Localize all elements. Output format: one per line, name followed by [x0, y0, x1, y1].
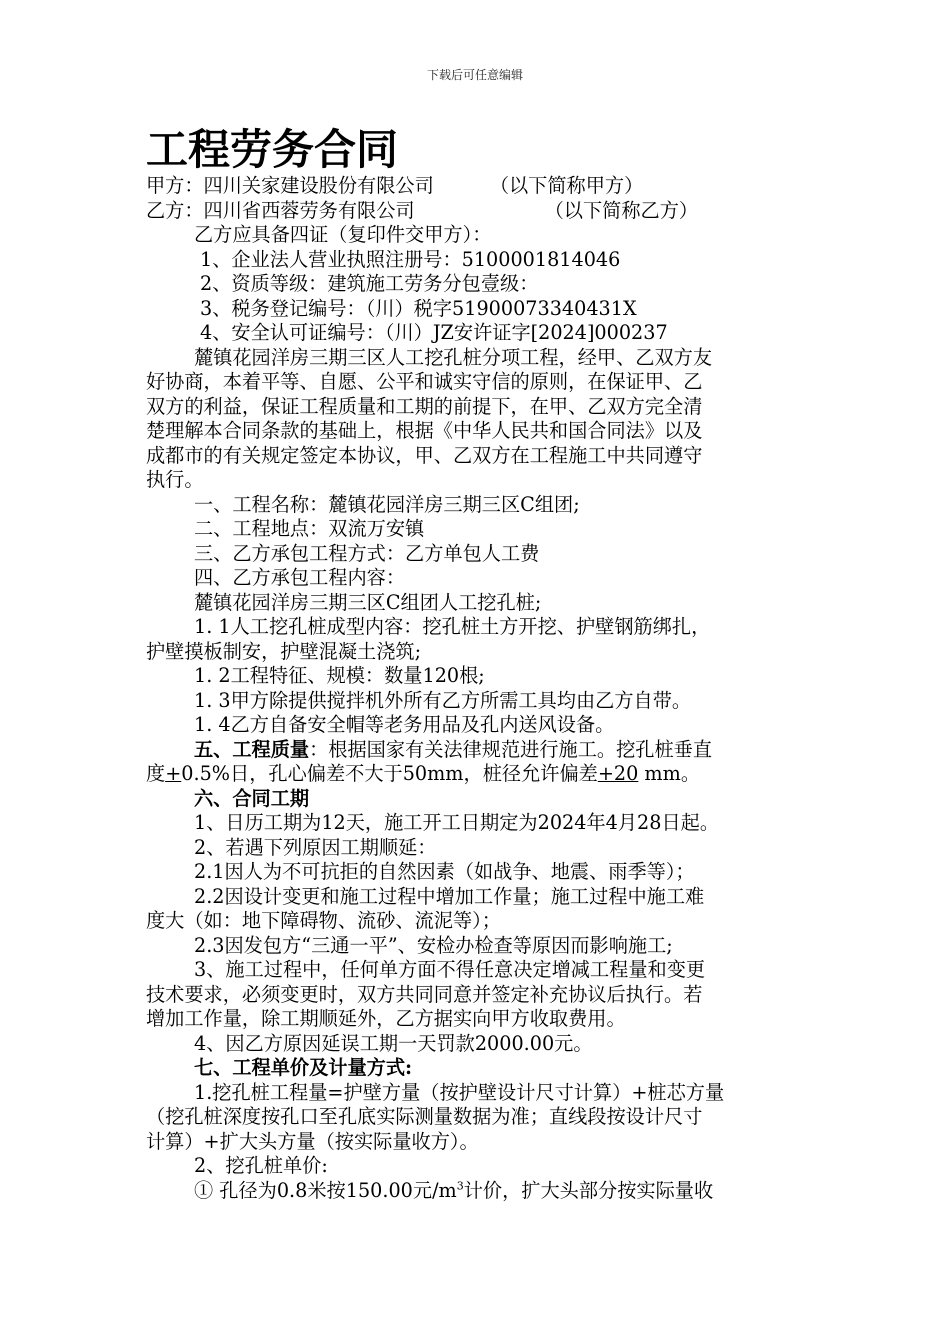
pricing-item: 计算）+扩大头方量（按实际量收方）。 — [146, 1129, 479, 1153]
quality-text: mm。 — [638, 762, 701, 785]
quality-heading: 五、工程质量 — [194, 737, 310, 761]
party-b-line — [146, 199, 810, 224]
preamble-line: 麓镇花园洋房三期三区人工挖孔桩分项工程，经甲、乙双方友 — [194, 345, 713, 369]
certs-intro: 乙方应具备四证（复印件交甲方）： — [194, 223, 492, 246]
document-body — [146, 174, 810, 1203]
party-a-label: 甲方：四川关家建设股份有限公司 — [146, 174, 434, 197]
section-contract-method: 三、乙方承包工程方式：乙方单包人工费 — [194, 541, 540, 565]
pricing-heading: 七、工程单价及计量方式: — [194, 1056, 413, 1079]
quality-text: 度 — [146, 762, 166, 785]
period-item: 2、若遇下列原因工期顺延： — [194, 835, 437, 859]
section-content-detail: 麓镇花园洋房三期三区C组团人工挖孔桩; — [194, 590, 542, 614]
period-item: 2.3因发包方“三通一平”、安检办检查等原因而影响施工; — [194, 933, 673, 957]
pricing-item: 1.挖孔桩工程量=护壁方量（按护壁设计尺寸计算）+桩芯方量 — [194, 1080, 725, 1104]
tolerance-value: +20 — [597, 762, 639, 785]
period-item: 增加工作量，除工期顺延外，乙方据实向甲方收取费用。 — [146, 1007, 626, 1030]
item-1-1-line: 护壁摸板制安，护壁混凝土浇筑; — [146, 639, 422, 663]
preamble-line: 楚理解本合同条款的基础上，根据《中华人民共和国合同法》以及 — [146, 419, 703, 442]
period-item: 2.1因人为不可抗拒的自然因素（如战争、地震、雨季等）； — [194, 860, 695, 883]
pricing-item: 2、挖孔桩单价: — [194, 1154, 328, 1177]
pricing-text: ① 孔径为0.8米按150.00元/m — [194, 1178, 457, 1202]
period-item: 4、因乙方原因延误工期一天罚款2000.00元。 — [194, 1031, 593, 1055]
quality-line — [146, 762, 810, 787]
section-contract-content: 四、乙方承包工程内容： — [194, 566, 406, 589]
period-item: 1、日历工期为12天，施工开工日期定为2024年4月28日起。 — [194, 811, 720, 834]
item-1-1-line: 1. 1人工挖孔桩成型内容：挖孔桩土方开挖、护壁钢筋绑扎， — [194, 615, 711, 638]
page-header: 下载后可任意编辑 — [426, 68, 523, 82]
cert-item: 2、资质等级：建筑施工劳务分包壹级： — [200, 272, 539, 295]
quality-text: ：根据国家有关法律规范进行施工。挖孔桩垂直 — [309, 737, 713, 761]
period-item: 3、施工过程中，任何单方面不得任意决定增减工程量和变更 — [194, 958, 706, 981]
party-a-note: （以下简称甲方） — [489, 174, 644, 197]
preamble-line: 成都市的有关规定签定本协议，甲、乙双方在工程施工中共同遵守 — [146, 443, 703, 467]
period-item: 度大（如：地下障碍物、流砂、流泥等）； — [146, 909, 501, 932]
quality-line — [146, 738, 810, 763]
item-1-3: 1. 3甲方除提供搅拌机外所有乙方所需工具均由乙方自带。 — [194, 688, 692, 712]
cert-item: 4、安全认可证编号：（川）JZ安许证字[2024]000237 — [200, 321, 668, 344]
period-heading: 六、合同工期 — [194, 786, 310, 810]
section-project-name: 一、工程名称：麓镇花园洋房三期三区C组团; — [194, 492, 580, 516]
party-b-note: （以下简称乙方） — [544, 198, 699, 222]
preamble-line: 双方的利益，保证工程质量和工期的前提下，在甲、乙双方完全清 — [146, 394, 703, 418]
cert-item: 3、税务登记编号：（川）税字51900073340431X — [200, 296, 637, 320]
period-item: 2.2因设计变更和施工过程中增加工作量；施工过程中施工难 — [194, 884, 705, 908]
preamble-line: 好协商，本着平等、自愿、公平和诚实守信的原则，在保证甲、乙 — [146, 370, 703, 393]
cert-item: 1、企业法人营业执照注册号：5100001814046 — [200, 247, 621, 271]
party-b-label: 乙方：四川省西蓉劳务有限公司 — [146, 198, 415, 222]
document-title: 工程劳务合同 — [146, 125, 399, 174]
section-project-location: 二、工程地点：双流万安镇 — [194, 517, 425, 540]
pricing-item: （挖孔桩深度按孔口至孔底实际测量数据为准；直线段按设计尺寸 — [146, 1105, 703, 1128]
pricing-item — [146, 1179, 810, 1204]
item-1-2: 1. 2工程特征、规模：数量120根; — [194, 664, 485, 687]
cubic-superscript: 3 — [456, 1179, 464, 1193]
party-a-line — [146, 174, 810, 199]
preamble-line: 执行。 — [146, 468, 204, 491]
pricing-text: 计价，扩大头部分按实际量收 — [463, 1178, 714, 1202]
tolerance-sign: + — [165, 762, 182, 785]
quality-text: 0.5%日，孔心偏差不大于50mm，桩径允许偏差 — [181, 762, 598, 785]
period-item: 技术要求，必须变更时，双方共同同意并签定补充协议后执行。若 — [146, 982, 703, 1006]
item-1-4: 1. 4乙方自备安全帽等老务用品及孔内送风设备。 — [194, 713, 615, 736]
